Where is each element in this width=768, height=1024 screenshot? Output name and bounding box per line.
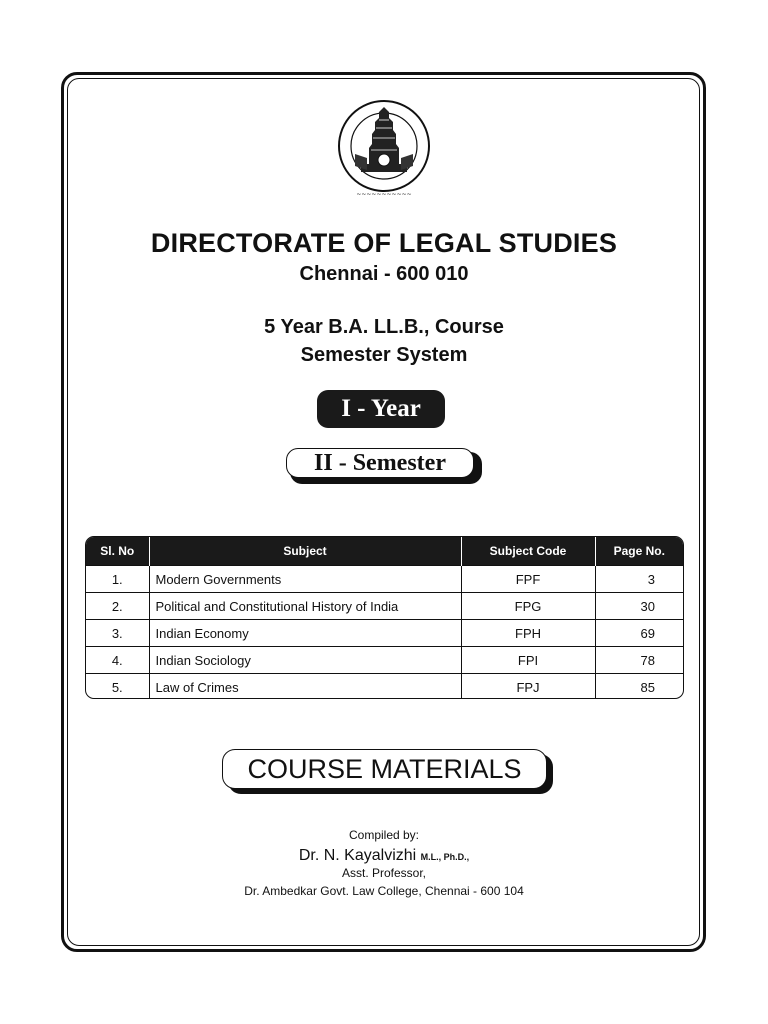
- header-sl-no: Sl. No: [86, 537, 149, 566]
- author-position: Asst. Professor,: [341, 866, 427, 880]
- year-badge: I - Year: [317, 390, 445, 428]
- cell-code: FPF: [461, 566, 595, 593]
- course-materials-label: COURSE MATERIALS: [222, 749, 547, 789]
- location-subtitle: Chennai - 600 010: [299, 263, 469, 285]
- course-name: 5 Year B.A. LL.B., Course: [264, 316, 504, 338]
- cell-subject: Law of Crimes: [149, 674, 461, 700]
- header-page-no: Page No.: [595, 537, 683, 566]
- cell-subject: Modern Governments: [149, 566, 461, 593]
- cell-sl-no: 4.: [86, 647, 149, 674]
- cell-code: FPG: [461, 593, 595, 620]
- table-header-row: [86, 537, 683, 566]
- header-subject-code: Subject Code: [461, 537, 595, 566]
- author-line: [0, 847, 768, 865]
- state-emblem-icon: [335, 98, 433, 200]
- cell-code: FPJ: [461, 674, 595, 700]
- cell-page: 78: [595, 647, 683, 674]
- header-subject: Subject: [149, 537, 461, 566]
- table-row: [86, 566, 683, 593]
- cell-sl-no: 5.: [86, 674, 149, 700]
- subjects-table: [85, 536, 684, 699]
- cell-page: 30: [595, 593, 683, 620]
- cell-subject: Political and Constitutional History of India: [149, 593, 461, 620]
- author-degrees: M.L., Ph.D.,: [420, 852, 470, 862]
- cell-page: 3: [595, 566, 683, 593]
- cell-page: 69: [595, 620, 683, 647]
- cell-sl-no: 2.: [86, 593, 149, 620]
- semester-badge: II - Semester: [286, 448, 474, 478]
- page-title: DIRECTORATE OF LEGAL STUDIES: [150, 228, 618, 258]
- cell-code: FPH: [461, 620, 595, 647]
- compiled-by-label: Compiled by:: [348, 828, 420, 842]
- semester-system: Semester System: [300, 344, 468, 366]
- table-row: [86, 647, 683, 674]
- cell-subject: Indian Sociology: [149, 647, 461, 674]
- page-border-inner: [67, 78, 700, 946]
- cell-sl-no: 1.: [86, 566, 149, 593]
- cell-subject: Indian Economy: [149, 620, 461, 647]
- cell-sl-no: 3.: [86, 620, 149, 647]
- author-college: Dr. Ambedkar Govt. Law College, Chennai - 600 104: [244, 884, 524, 898]
- cell-page: 85: [595, 674, 683, 700]
- table-row: [86, 674, 683, 700]
- svg-text:~~~~~~~~~~~: ~~~~~~~~~~~: [356, 191, 412, 198]
- cell-code: FPI: [461, 647, 595, 674]
- table-row: [86, 593, 683, 620]
- author-name: Dr. N. Kayalvizhi: [298, 847, 417, 864]
- table-row: [86, 620, 683, 647]
